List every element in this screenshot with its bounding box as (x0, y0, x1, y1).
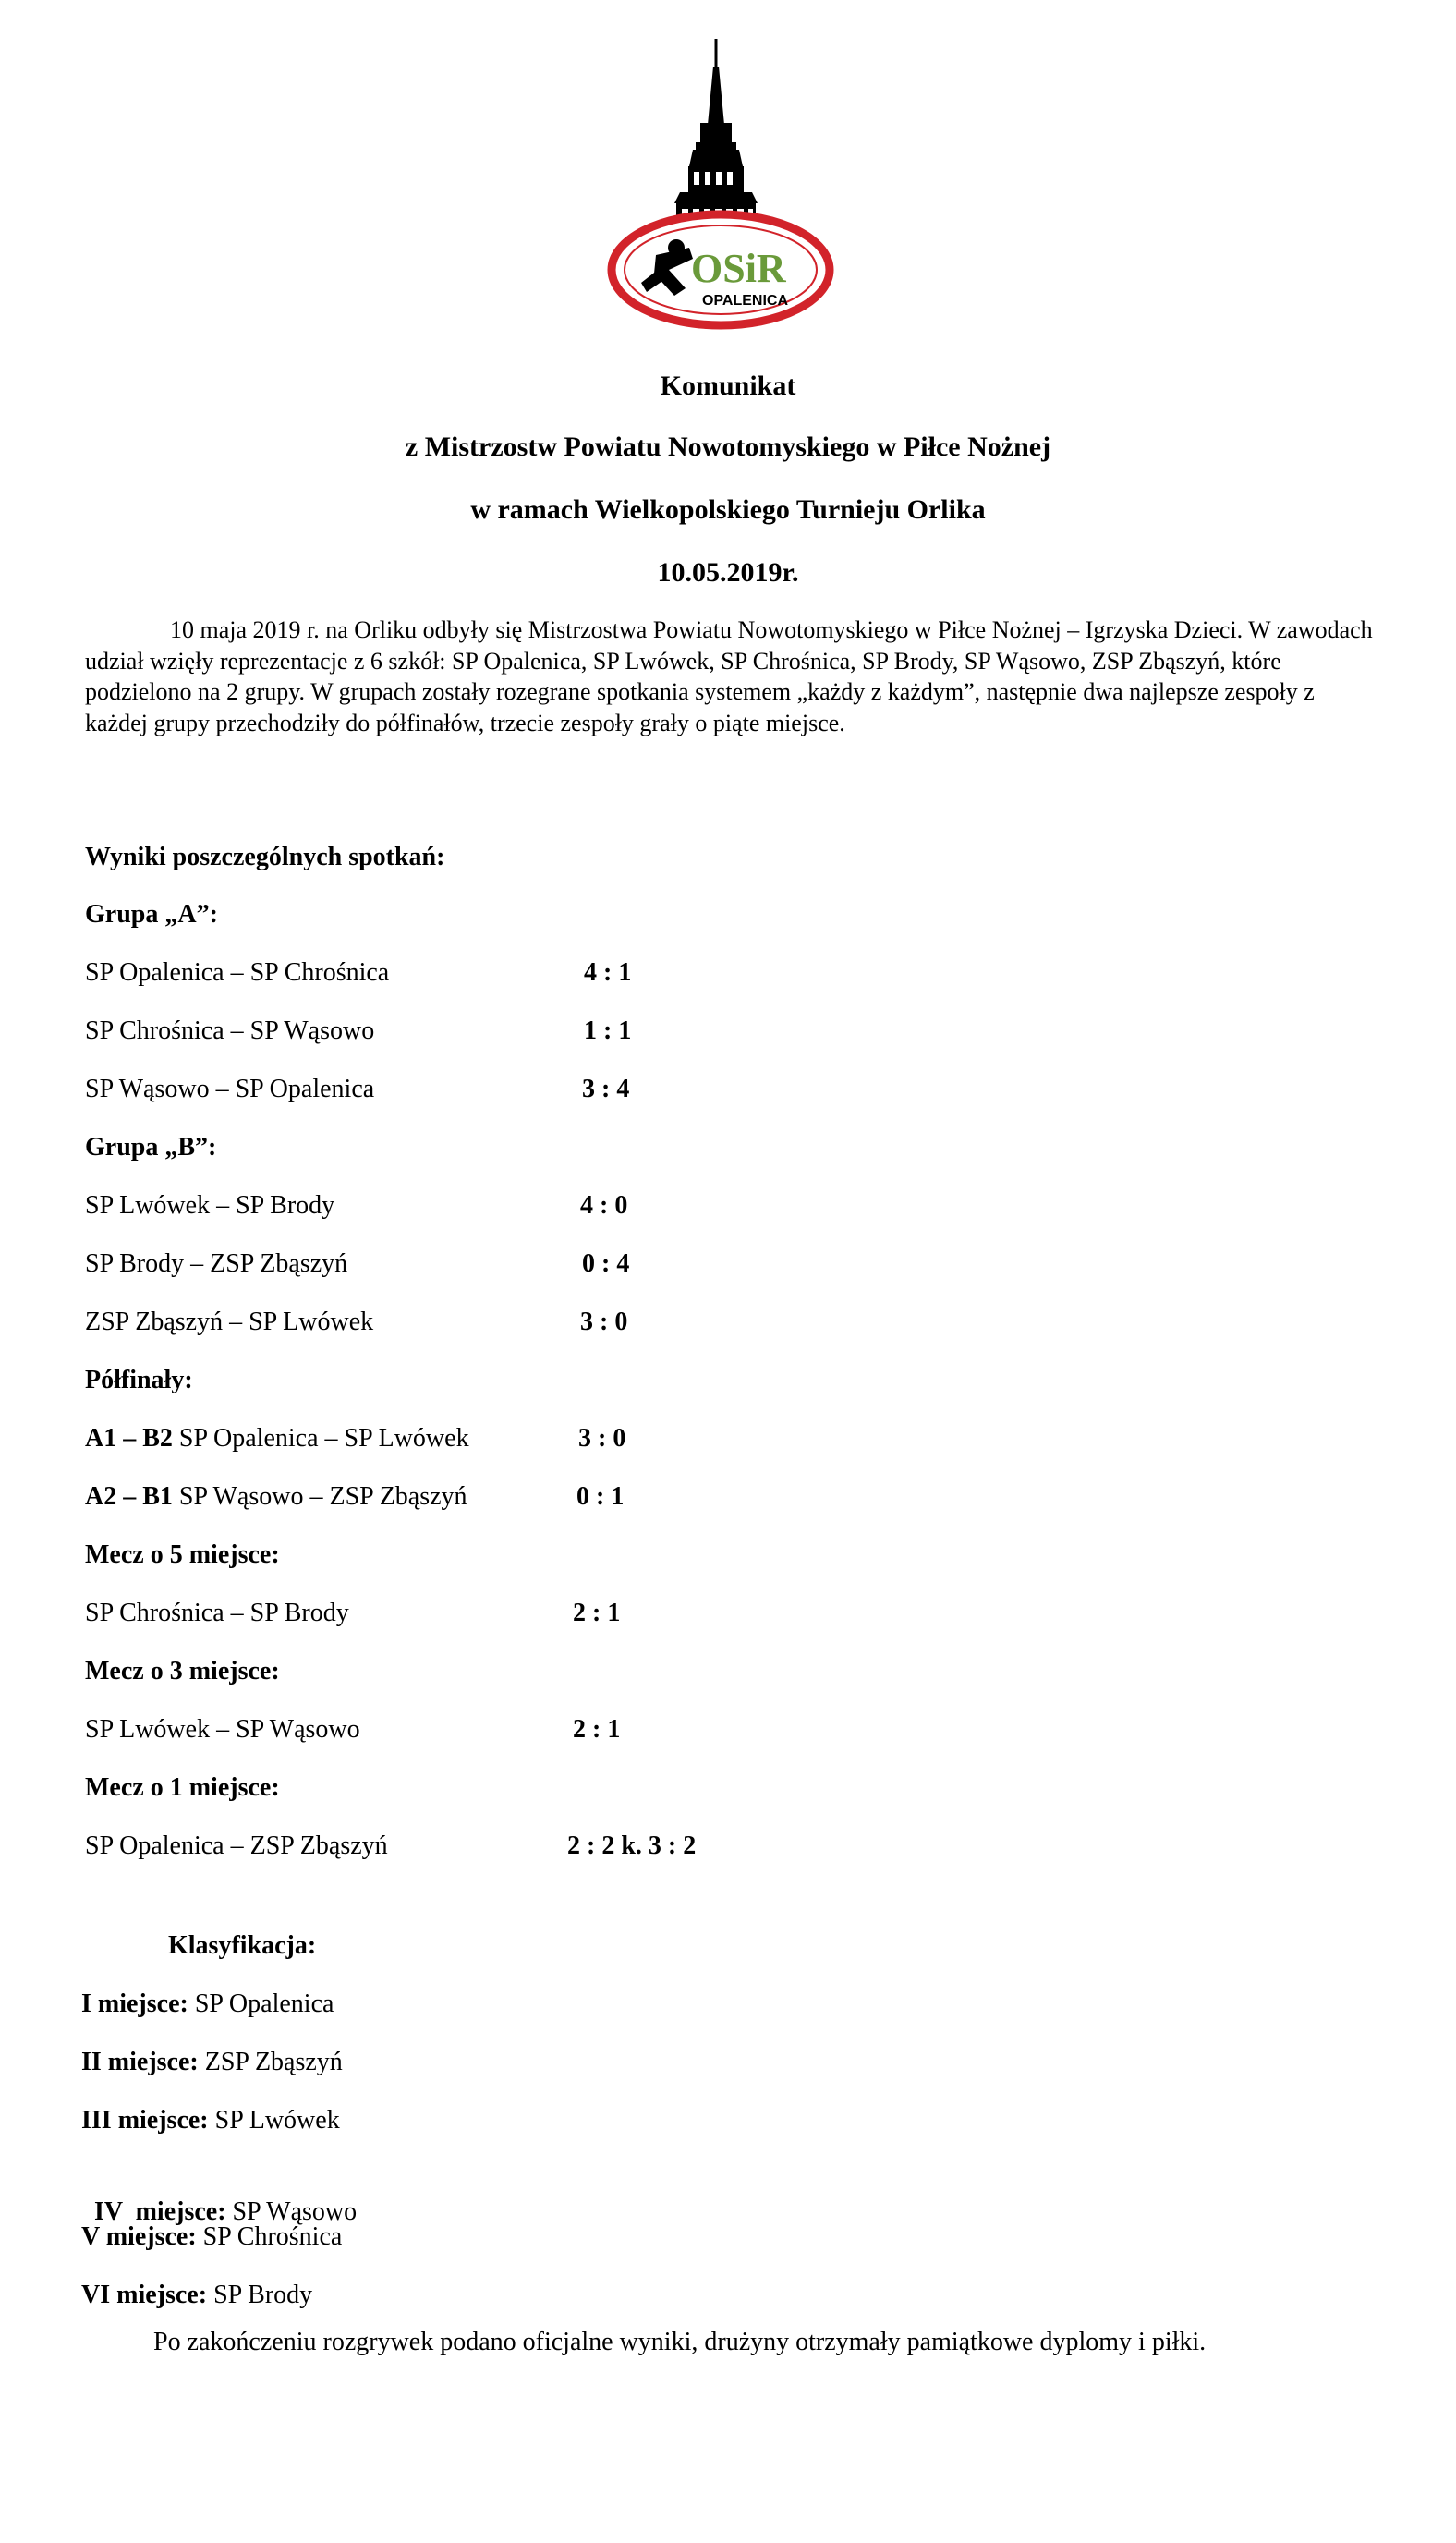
match-score: 4 : 0 (580, 1191, 628, 1220)
match-score: 0 : 4 (582, 1249, 630, 1278)
match-teams: SP Lwówek – SP Wąsowo (85, 1715, 360, 1744)
place-team: SP Wąsowo (225, 2197, 358, 2226)
results-heading: Wyniki poszczególnych spotkań: (85, 843, 445, 871)
classification-row (81, 2104, 340, 2137)
place-team: SP Lwówek (208, 2106, 340, 2135)
semi-match (85, 1480, 467, 1514)
place-label: I miejsce: (81, 1989, 188, 2018)
match-teams: SP Chrośnica – SP Wąsowo (85, 1016, 375, 1045)
match-teams: ZSP Zbąszyń – SP Lwówek (85, 1308, 374, 1336)
final-heading: Mecz o 1 miejsce: (85, 1773, 280, 1802)
place-label: VI miejsce: (81, 2281, 208, 2309)
match-score: 1 : 1 (584, 1016, 632, 1045)
match-score: 3 : 4 (582, 1075, 630, 1103)
third-place-heading: Mecz o 3 miejsce: (85, 1657, 280, 1685)
place-team: SP Brody (207, 2281, 313, 2309)
place-label: V miejsce: (81, 2222, 197, 2251)
classification-row (81, 2279, 312, 2312)
osir-logo (601, 28, 859, 333)
classification-row (81, 2162, 357, 2229)
place-team: SP Chrośnica (196, 2222, 343, 2251)
match-score: 2 : 1 (573, 1715, 621, 1744)
match-score: 4 : 1 (584, 958, 632, 987)
semi-match (85, 1422, 469, 1455)
fifth-place-heading: Mecz o 5 miejsce: (85, 1540, 280, 1569)
classification-row (81, 2046, 343, 2079)
semi-code: A1 – B2 (85, 1424, 173, 1453)
place-label: II miejsce: (81, 2048, 199, 2076)
closing-paragraph: Po zakończeniu rozgrywek podano oficjalne wyniki, drużyny otrzymały pamiątkowe dyplomy i piłki. (153, 2328, 1207, 2356)
intro-paragraph: 10 maja 2019 r. na Orliku odbyły się Mistrzostwa Powiatu Nowotomyskiego w Piłce Nożnej – Igrzyska Dzieci. W zawodach udział wzięły reprezentacje z 6 szkół: SP Opalenica, SP Lwówek, SP Chrośnica, SP Brody, SP Wąsowo, ZSP Zbąszyń, które podzielono na 2 grupy. W grupach zostały rozegrane spotkania systemem „każdy z każdym”, następnie dwa najlepsze zespoły z każdej grupy przechodziły do półfinałów, trzecie zespoły grały o piąte miejsce. (85, 616, 1373, 736)
group-b-heading: Grupa „B”: (85, 1133, 217, 1162)
match-teams: SP Wąsowo – SP Opalenica (85, 1075, 375, 1103)
group-a-heading: Grupa „A”: (85, 900, 218, 929)
semi-teams: SP Opalenica – SP Lwówek (172, 1424, 469, 1453)
document-date: 10.05.2019r. (657, 557, 799, 588)
document-subtitle-2: w ramach Wielkopolskiego Turnieju Orlika (470, 494, 986, 525)
classification-heading: Klasyfikacja: (168, 1931, 317, 1960)
semi-code: A2 – B1 (85, 1482, 173, 1511)
place-team: ZSP Zbąszyń (198, 2048, 343, 2076)
semi-teams: SP Wąsowo – ZSP Zbąszyń (172, 1482, 467, 1511)
place-team: SP Opalenica (188, 1989, 334, 2018)
semis-heading: Półfinały: (85, 1366, 193, 1394)
match-teams: SP Chrośnica – SP Brody (85, 1599, 349, 1627)
match-score: 3 : 0 (578, 1424, 626, 1453)
match-score: 0 : 1 (576, 1482, 625, 1511)
match-score: 3 : 0 (580, 1308, 628, 1336)
match-teams: SP Opalenica – ZSP Zbąszyń (85, 1831, 388, 1860)
document-title: Komunikat (660, 371, 796, 401)
logo-city-text: OPALENICA (702, 293, 789, 309)
document-subtitle: z Mistrzostw Powiatu Nowotomyskiego w Piłce Nożnej (405, 432, 1051, 462)
match-score: 2 : 1 (573, 1599, 621, 1627)
classification-row (81, 1988, 334, 2021)
match-score: 2 : 2 k. 3 : 2 (567, 1831, 697, 1860)
place-label: III miejsce: (81, 2106, 209, 2135)
match-teams: SP Lwówek – SP Brody (85, 1191, 335, 1220)
classification-row (81, 2221, 342, 2254)
logo-brand-text: OSiR (691, 246, 786, 291)
place-label: IV miejsce: (94, 2197, 226, 2226)
match-teams: SP Opalenica – SP Chrośnica (85, 958, 390, 987)
match-teams: SP Brody – ZSP Zbąszyń (85, 1249, 348, 1278)
